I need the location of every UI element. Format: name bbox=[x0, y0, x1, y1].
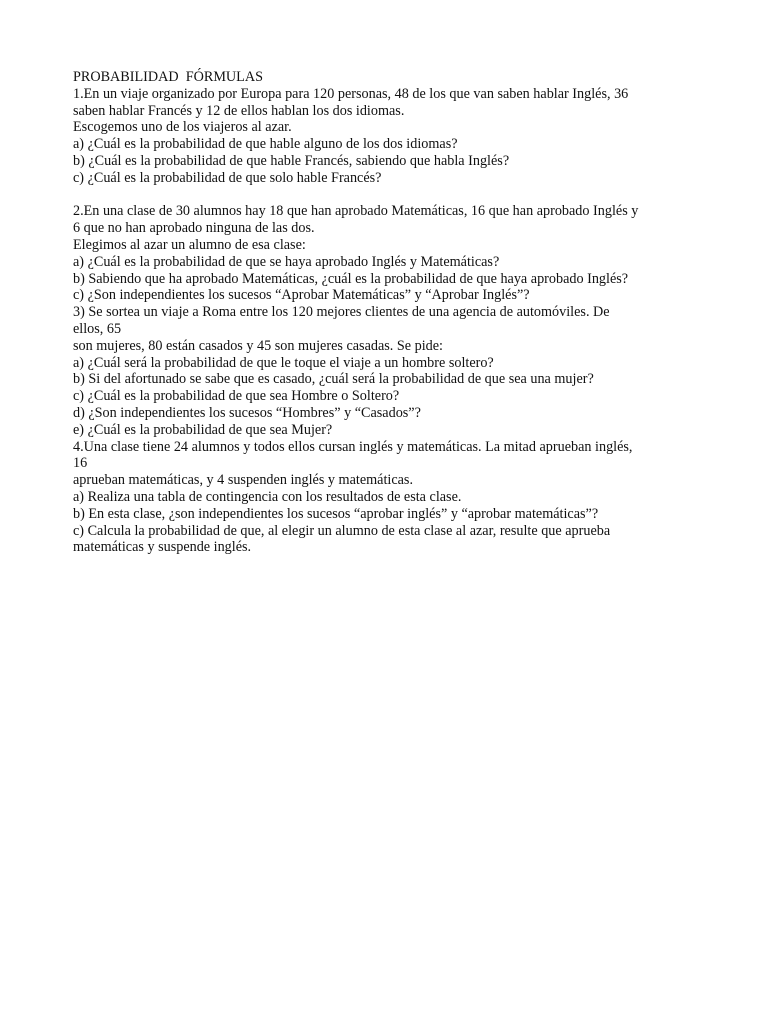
document-body bbox=[73, 86, 703, 556]
text-line: c) ¿Cuál es la probabilidad de que sea Hombre o Soltero? bbox=[73, 388, 400, 405]
text-line: ellos, 65 bbox=[73, 320, 122, 337]
text-line: son mujeres, 80 están casados y 45 son mujeres casadas. Se pide: bbox=[73, 337, 443, 354]
text-line: Elegimos al azar un alumno de esa clase: bbox=[73, 236, 306, 253]
text-line: matemáticas y suspende inglés. bbox=[73, 539, 252, 556]
text-line: b) ¿Cuál es la probabilidad de que hable Francés, sabiendo que habla Inglés? bbox=[73, 152, 510, 169]
document-page bbox=[73, 69, 703, 556]
text-line: a) ¿Cuál será la probabilidad de que le toque el viaje a un hombre soltero? bbox=[73, 354, 494, 371]
text-line: a) ¿Cuál es la probabilidad de que hable alguno de los dos idiomas? bbox=[73, 136, 458, 153]
text-line: c) ¿Son independientes los sucesos “Aprobar Matemáticas” y “Aprobar Inglés”? bbox=[73, 287, 530, 304]
blank-line bbox=[73, 187, 703, 204]
text-line: 1.En un viaje organizado por Europa para 120 personas, 48 de los que van saben hablar Inglés, 36 bbox=[73, 85, 629, 102]
text-line: a) ¿Cuál es la probabilidad de que se haya aprobado Inglés y Matemáticas? bbox=[73, 253, 500, 270]
text-line: 6 que no han aprobado ninguna de las dos. bbox=[73, 220, 315, 237]
document-title: PROBABILIDAD FÓRMULAS bbox=[73, 69, 263, 85]
text-line: b) En esta clase, ¿son independientes los sucesos “aprobar inglés” y “aprobar matemáticas”? bbox=[73, 505, 599, 522]
text-line: 16 bbox=[73, 455, 88, 472]
text-line: saben hablar Francés y 12 de ellos hablan los dos idiomas. bbox=[73, 102, 405, 119]
text-line: d) ¿Son independientes los sucesos “Hombres” y “Casados”? bbox=[73, 404, 421, 421]
text-line: c) Calcula la probabilidad de que, al elegir un alumno de esta clase al azar, resulte que aprueba bbox=[73, 522, 611, 539]
text-line: b) Si del afortunado se sabe que es casado, ¿cuál será la probabilidad de que sea una mujer? bbox=[73, 371, 594, 388]
text-line: 4.Una clase tiene 24 alumnos y todos ellos cursan inglés y matemáticas. La mitad aprueban inglés, bbox=[73, 438, 633, 455]
text-line: Escogemos uno de los viajeros al azar. bbox=[73, 119, 292, 136]
text-line: b) Sabiendo que ha aprobado Matemáticas, ¿cuál es la probabilidad de que haya aprobado Inglés? bbox=[73, 270, 629, 287]
text-line: 3) Se sortea un viaje a Roma entre los 120 mejores clientes de una agencia de automóviles. De bbox=[73, 304, 610, 321]
text-line: c) ¿Cuál es la probabilidad de que solo hable Francés? bbox=[73, 169, 382, 186]
text-line: a) Realiza una tabla de contingencia con los resultados de esta clase. bbox=[73, 488, 462, 505]
text-line: e) ¿Cuál es la probabilidad de que sea Mujer? bbox=[73, 421, 333, 438]
text-line: 2.En una clase de 30 alumnos hay 18 que han aprobado Matemáticas, 16 que han aprobado Inglés y bbox=[73, 203, 639, 220]
text-line: aprueban matemáticas, y 4 suspenden inglés y matemáticas. bbox=[73, 472, 413, 489]
